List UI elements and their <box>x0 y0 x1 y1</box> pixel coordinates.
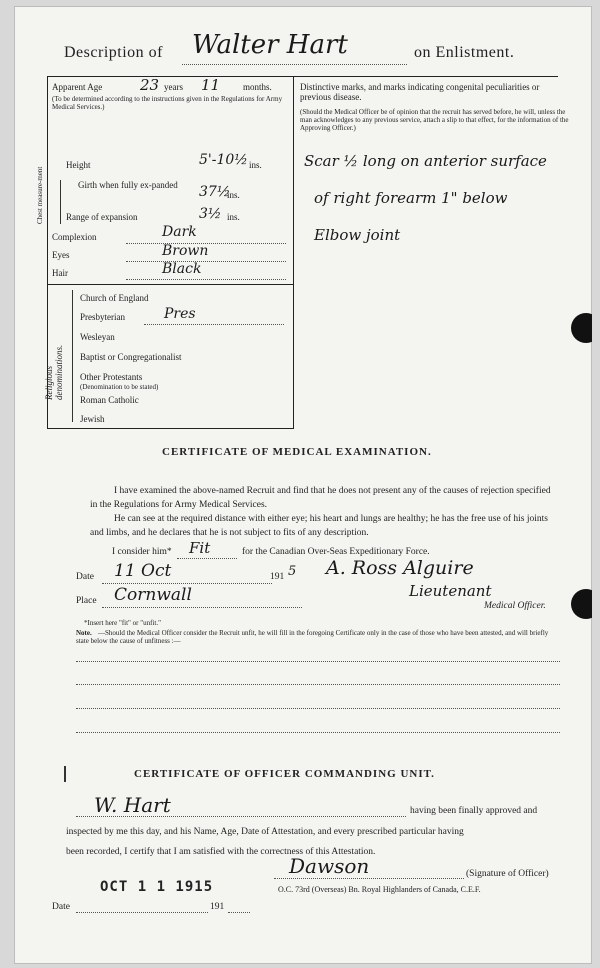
title-left: Description of <box>64 44 163 61</box>
height-value: 5'-10½ <box>199 152 248 168</box>
range-unit: ins. <box>227 212 240 222</box>
girth-value: 37½ <box>199 184 231 200</box>
note-line-2 <box>76 684 560 685</box>
religion-presbyterian: Presbyterian <box>80 312 125 322</box>
marks-note: (Should the Medical Officer be of opinion that the recruit has served before, he will, unless the man acknowledges to any previous service, attach a slip to that effect, for the information of the Approving Officer.) <box>300 108 569 132</box>
age-years-value: 23 <box>140 76 160 94</box>
apparent-age-label: Apparent Age <box>52 82 103 92</box>
range-label: Range of expansion <box>66 212 138 222</box>
religion-denomination-note: (Denomination to be stated) <box>80 383 159 391</box>
chest-side-label: Chest measure-ment <box>36 166 44 224</box>
unit-stamp: O.C. 73rd (Overseas) Bn. Royal Highlanders of Canada, C.E.F. <box>278 885 481 894</box>
age-note: (To be determined according to the instructions given in the Regulations for Army Medical Services.) <box>52 95 283 111</box>
date-stamp: OCT 1 1 1915 <box>100 879 214 895</box>
consider-suffix: for the Canadian Over-Seas Expeditionary Force. <box>242 547 430 557</box>
eyes-value: Brown <box>162 243 209 259</box>
medical-officer-label: Medical Officer. <box>484 601 546 611</box>
eyes-label: Eyes <box>52 250 70 260</box>
religion-roman-catholic: Roman Catholic <box>80 395 139 405</box>
officer-date-label: Date <box>52 902 70 912</box>
marks-heading: Distinctive marks, and marks indicating congenital peculiarities or previous disease. <box>300 82 540 102</box>
religion-top-border <box>47 284 294 285</box>
age-months-value: 11 <box>201 76 221 94</box>
height-label: Height <box>66 160 91 170</box>
height-unit: ins. <box>249 160 262 170</box>
title-right: on Enlistment. <box>414 44 515 61</box>
marks-line-3: Elbow joint <box>314 226 401 244</box>
note-line-4 <box>76 732 560 733</box>
punch-hole-top <box>571 313 592 343</box>
officer-text-2: inspected by me this day, and his Name, Age, Date of Attestation, and every prescribed particular having <box>66 827 464 837</box>
hair-label: Hair <box>52 268 68 278</box>
note-label: Note. <box>76 629 92 637</box>
officer-text-3: been recorded, I certify that I am satisfied with the correctness of this Attestation. <box>66 847 376 857</box>
officer-year-line <box>228 912 250 913</box>
hair-value: Black <box>162 261 202 277</box>
medical-certificate-title: CERTIFICATE OF MEDICAL EXAMINATION. <box>162 446 432 458</box>
years-label: years <box>164 82 183 92</box>
medical-place-label: Place <box>76 596 97 606</box>
medical-year-suffix: 5 <box>288 564 297 579</box>
medical-para-1: I have examined the above-named Recruit and find that he does not present any of the causes of rejection specified in the Regulations for Army Medical Services. <box>90 486 551 510</box>
note-line-3 <box>76 708 560 709</box>
medical-officer-rank: Lieutenant <box>409 582 492 600</box>
officer-year-prefix: 191 <box>210 902 225 912</box>
medical-date-value: 11 Oct <box>114 561 172 581</box>
medical-date-line <box>102 583 272 584</box>
officer-text-1: having been finally approved and <box>410 806 538 816</box>
enlistment-form <box>14 6 592 964</box>
presbyterian-line <box>144 324 284 325</box>
marks-line-2: of right forearm 1" below <box>314 189 508 207</box>
fit-value: Fit <box>189 539 211 557</box>
fit-line <box>177 558 237 559</box>
name-underline <box>182 64 407 65</box>
punch-hole-bottom <box>571 589 592 619</box>
table-bottom-border <box>47 428 294 429</box>
religion-presbyterian-value: Pres <box>164 306 196 322</box>
medical-officer-signature: A. Ross Alguire <box>326 557 474 579</box>
religion-baptist: Baptist or Congregationalist <box>80 352 182 362</box>
officer-certificate-title: CERTIFICATE OF OFFICER COMMANDING UNIT. <box>134 768 435 780</box>
officer-name-line <box>76 816 406 817</box>
religion-other-protestants: Other Protestants <box>80 372 143 382</box>
religion-side-label: Religious denominations. <box>44 344 64 400</box>
commanding-officer-signature: Dawson <box>289 854 370 878</box>
margin-tick <box>64 766 66 782</box>
note-text: —Should the Medical Officer consider the Recruit unfit, he will fill in the foregoing Certificate only in the case of those who have been attested, and will briefly state below the cause of unfitness :— <box>76 629 549 645</box>
months-label: months. <box>243 82 272 92</box>
range-value: 3½ <box>199 206 222 222</box>
medical-place-line <box>102 607 302 608</box>
girth-label: Girth when fully ex-panded <box>78 180 178 190</box>
marks-line-1: Scar ½ long on anterior surface <box>304 152 547 170</box>
officer-date-line <box>76 912 208 913</box>
religion-jewish: Jewish <box>80 414 105 424</box>
eyes-line <box>126 261 286 262</box>
consider-prefix: I consider him* <box>112 547 172 557</box>
recruit-name: Walter Hart <box>192 30 348 60</box>
girth-unit: ins. <box>227 190 240 200</box>
medical-place-value: Cornwall <box>114 585 192 605</box>
table-top-border <box>47 76 558 77</box>
complexion-label: Complexion <box>52 232 97 242</box>
medical-para-2: He can see at the required distance with either eye; his heart and lungs are healthy; he has the free use of his joints and limbs, and he declares that he is not subject to fits of any description. <box>90 514 548 538</box>
fit-footnote: *Insert here "fit" or "unfit." <box>84 619 161 627</box>
religion-church-of-england: Church of England <box>80 293 149 303</box>
religion-wesleyan: Wesleyan <box>80 332 115 342</box>
chest-bracket <box>60 180 61 224</box>
medical-year-prefix: 191 <box>270 572 285 582</box>
officer-recruit-name: W. Hart <box>94 793 171 817</box>
officer-signature-line <box>274 878 464 879</box>
religion-bracket <box>72 290 73 422</box>
note-line-1 <box>76 661 560 662</box>
hair-line <box>126 279 286 280</box>
medical-date-label: Date <box>76 572 94 582</box>
table-middle-border <box>293 76 294 429</box>
signature-note: (Signature of Officer) <box>466 869 549 879</box>
complexion-value: Dark <box>162 224 197 240</box>
